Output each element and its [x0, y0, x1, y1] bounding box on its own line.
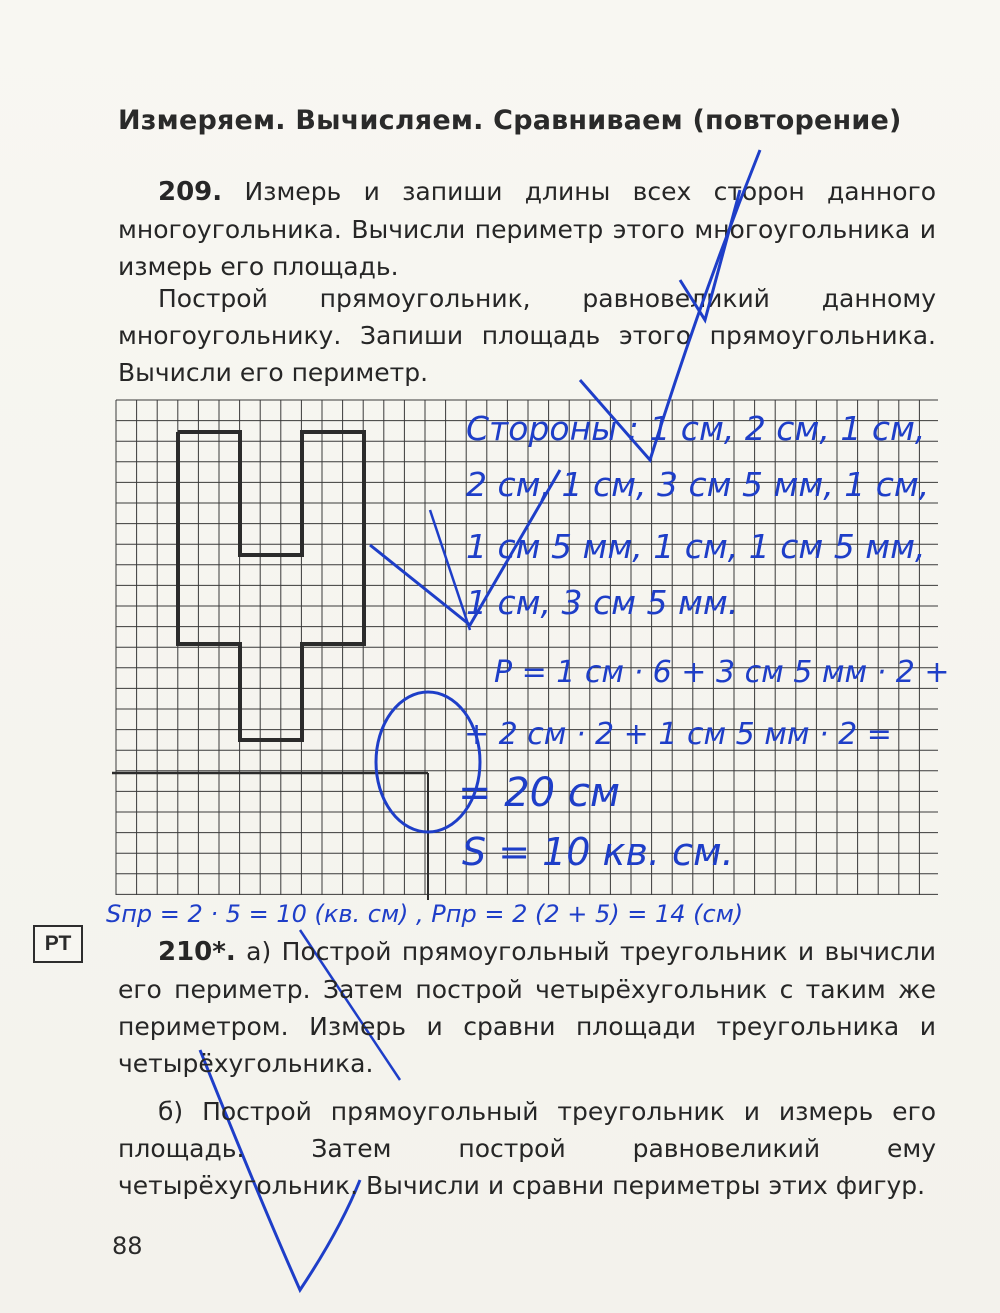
section-title: Измеряем. Вычисляем. Сравниваем (повторение) — [118, 105, 902, 136]
hw-perimeter-result: = 20 см — [458, 770, 621, 816]
polygon-figure — [178, 432, 364, 740]
task-209-statement: Измерь и запиши длины всех сторон данного многоугольника. Вычисли периметр этого многоугольника и измерь его площадь. — [118, 177, 936, 281]
task-209-statement-2: Построй прямоугольник, равновеликий данному многоугольнику. Запиши площадь этого прямоугольника. Вычисли его периметр. — [118, 284, 936, 387]
page-number: 88 — [112, 1232, 143, 1260]
task-210b-statement: б) Построй прямоугольный треугольник и измерь его площадь. Затем построй равновеликий ему четырёхугольник. Вычисли и сравни периметры этих фигур. — [118, 1097, 936, 1200]
hw-perimeter-line-1: P = 1 см · 6 + 3 см 5 мм · 2 + — [494, 655, 950, 690]
rt-badge: РТ — [33, 925, 83, 963]
hw-perimeter-line-2: + 2 см · 2 + 1 см 5 мм · 2 = — [464, 717, 892, 752]
circle-mark — [376, 692, 480, 832]
hw-sides-line-2: 2 см, 1 см, 3 см 5 мм, 1 см, — [466, 465, 930, 504]
check-mark-grid — [370, 470, 560, 625]
task-209-text-2 — [118, 280, 936, 391]
task-210a-text — [118, 933, 936, 1082]
task-210a-statement: а) Построй прямоугольный треугольник и вычисли его периметр. Затем построй четырёхугольник с таким же периметром. Измерь и сравни площади треугольника и четырёхугольника. — [118, 937, 936, 1078]
hw-sides-line-4: 1 см, 3 см 5 мм. — [466, 583, 739, 622]
hw-rectangle-line: Sпр = 2 · 5 = 10 (кв. см) , Pпр = 2 (2 + 5) = 14 (см) — [106, 900, 744, 928]
check-mark-left — [430, 510, 470, 630]
hw-sides-line-1: Стороны : 1 см, 2 см, 1 см, — [466, 409, 926, 448]
task-209-text — [118, 173, 936, 285]
task-210-number: 210*. — [158, 937, 236, 967]
hw-area-result: S = 10 кв. см. — [462, 830, 734, 874]
hw-sides-line-3: 1 см 5 мм, 1 см, 1 см 5 мм, — [466, 527, 926, 566]
grid-lines — [116, 400, 938, 895]
task-209-number: 209. — [158, 177, 223, 207]
task-210b-text — [118, 1093, 936, 1204]
